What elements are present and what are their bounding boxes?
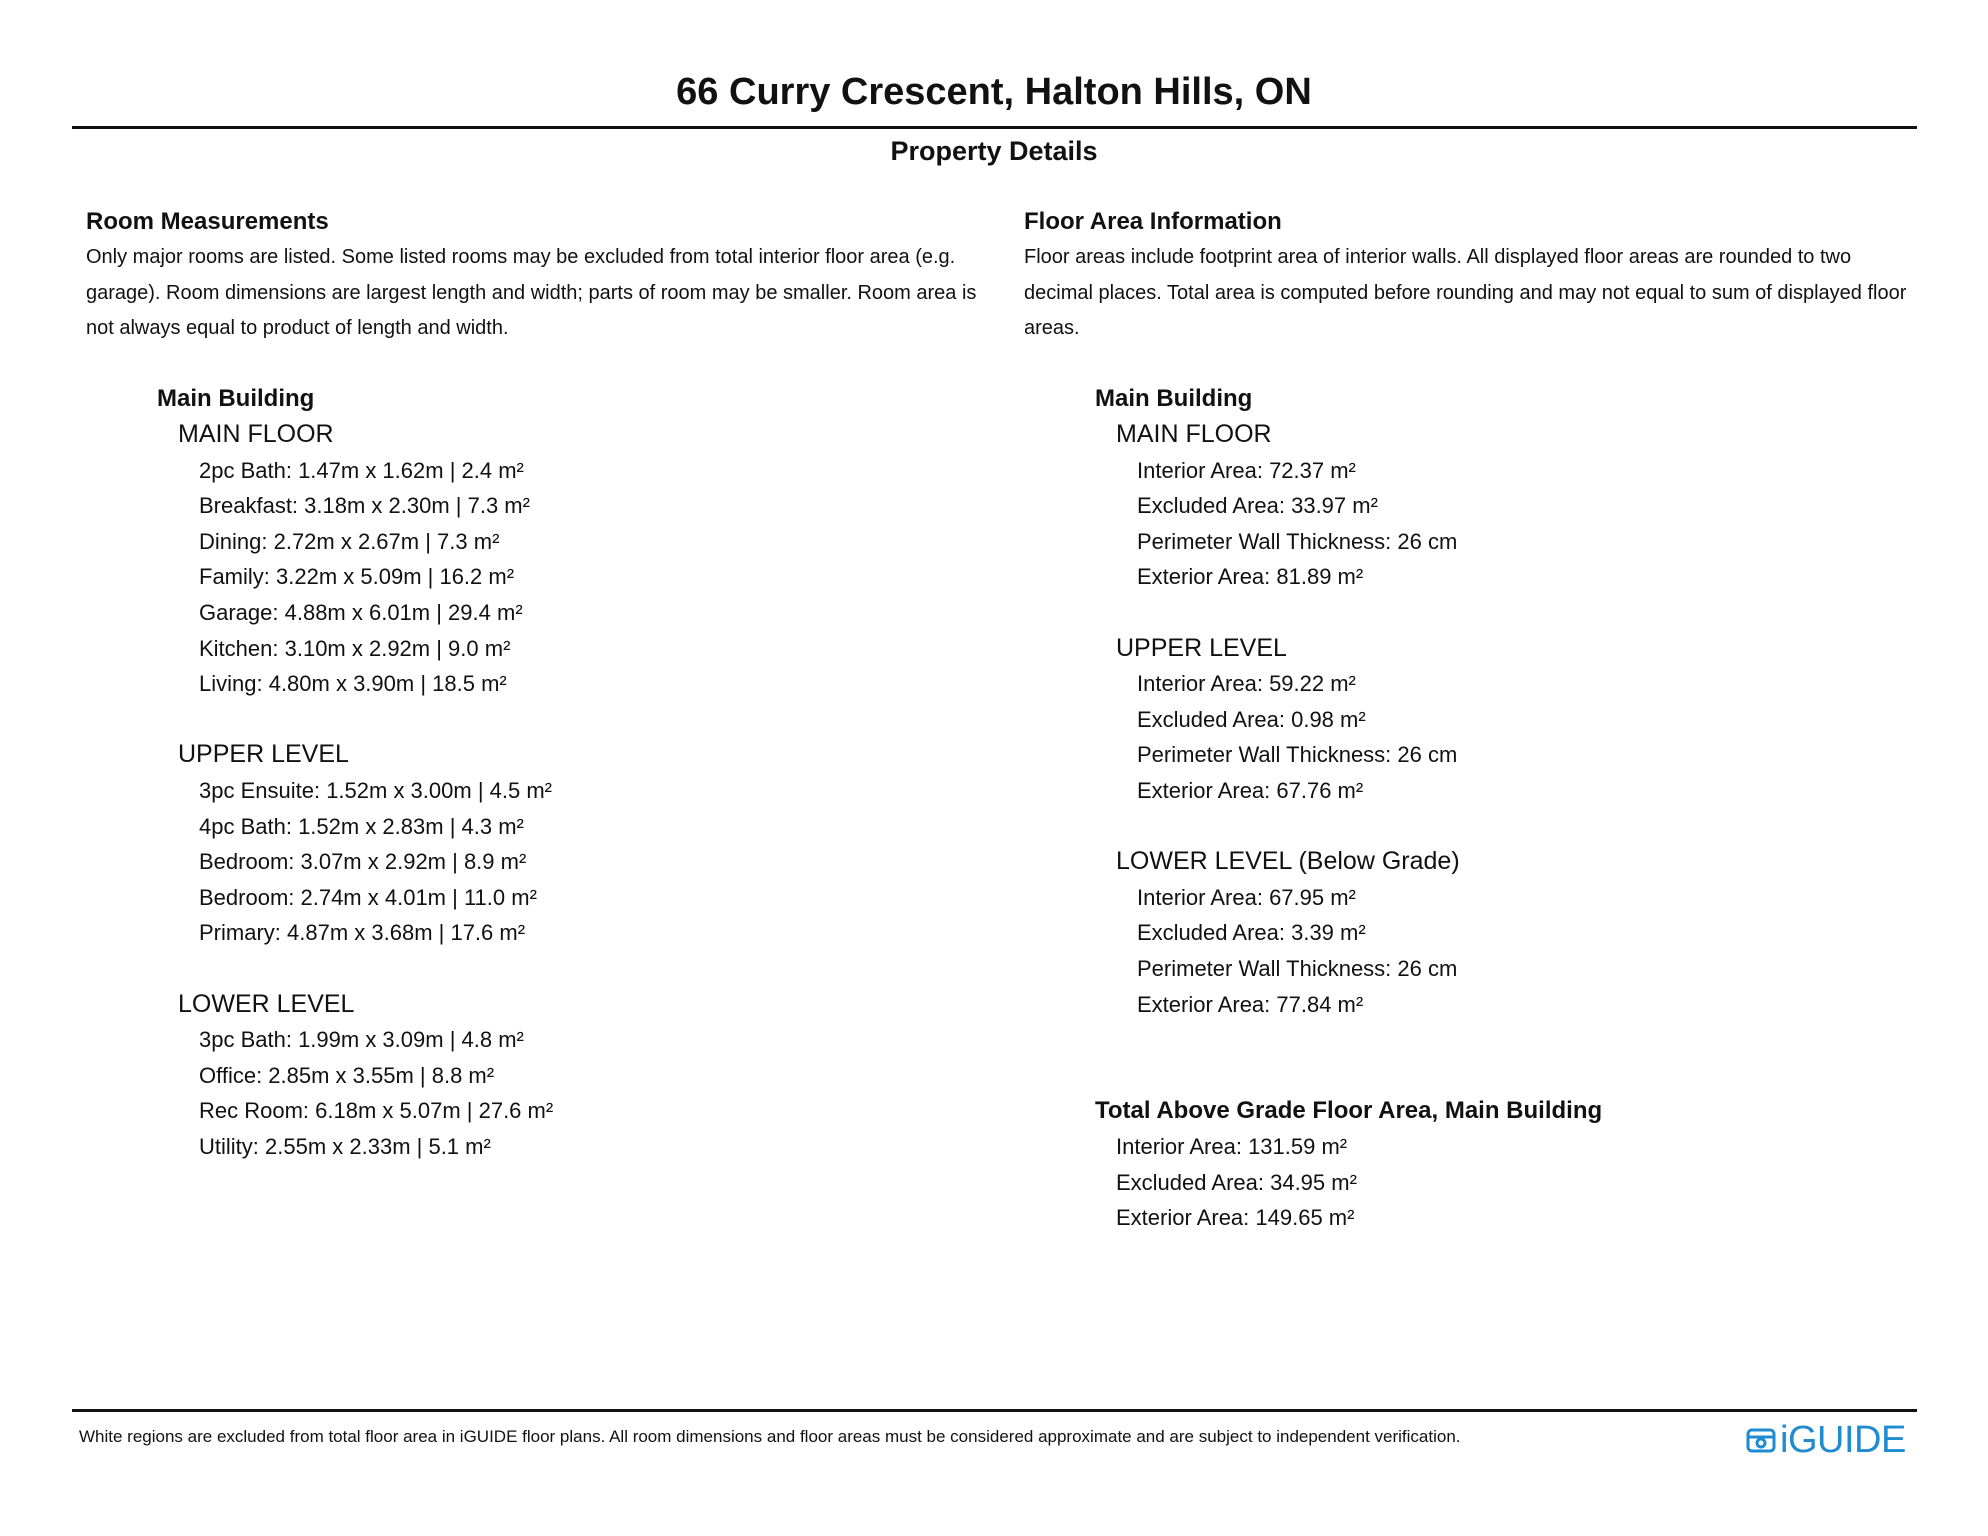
page-subtitle: Property Details [890,136,1098,166]
room-item: Primary: 4.87m x 3.68m | 17.6 m² [199,920,526,946]
room-item: Breakfast: 3.18m x 2.30m | 7.3 m² [199,493,530,519]
iguide-logo [1746,1420,1906,1460]
room-item: Garage: 4.88m x 6.01m | 29.4 m² [199,600,523,626]
room-item: Rec Room: 6.18m x 5.07m | 27.6 m² [199,1098,554,1124]
room-item: 3pc Ensuite: 1.52m x 3.00m | 4.5 m² [199,778,552,804]
area-item: Exterior Area: 77.84 m² [1137,991,1364,1017]
area-item: Interior Area: 59.22 m² [1137,671,1356,697]
room-measurements-description: Only major rooms are listed. Some listed rooms may be excluded from total interior floor area (e.g. garage). Room dimensions are largest length and width; parts of room may be smaller. Room area is not always equal to product of length and width. [86,246,977,340]
area-group-upper-level [1116,631,1924,809]
room-item: 4pc Bath: 1.52m x 2.83m | 4.3 m² [199,813,524,839]
total-item: Exterior Area: 149.65 m² [1116,1205,1355,1231]
level-group-upper-level [178,737,986,951]
building-title: Main Building [1095,385,1253,413]
area-item: Perimeter Wall Thickness: 26 cm [1137,956,1458,982]
area-item: Perimeter Wall Thickness: 26 cm [1137,528,1458,554]
room-item: 2pc Bath: 1.47m x 1.62m | 2.4 m² [199,457,524,483]
building-title: Main Building [157,385,315,413]
level-group-main-floor [178,417,986,702]
area-item: Perimeter Wall Thickness: 26 cm [1137,742,1458,768]
total-items [1095,1129,1924,1236]
area-item: Excluded Area: 3.39 m² [1137,920,1366,946]
room-item: Living: 4.80m x 3.90m | 18.5 m² [199,671,507,697]
level-name: UPPER LEVEL [1116,633,1287,662]
area-item: Exterior Area: 81.89 m² [1137,564,1364,590]
level-name: UPPER LEVEL [178,740,349,769]
page-title: 66 Curry Crescent, Halton Hills, ON [676,71,1312,113]
floor-area-description: Floor areas include footprint area of interior walls. All displayed floor areas are rounded to two decimal places. Total area is computed before rounding and may not equal to sum of displayed floor areas. [1024,246,1907,340]
room-item: Office: 2.85m x 3.55m | 8.8 m² [199,1062,495,1088]
room-measurements-building [157,381,986,1164]
level-group-lower-level [178,987,986,1165]
room-item: Kitchen: 3.10m x 2.92m | 9.0 m² [199,635,511,661]
area-item: Interior Area: 67.95 m² [1137,884,1356,910]
floor-area-heading: Floor Area Information [1024,208,1282,235]
room-item: Dining: 2.72m x 2.67m | 7.3 m² [199,528,500,554]
total-item: Excluded Area: 34.95 m² [1116,1169,1357,1195]
level-name: MAIN FLOOR [178,420,334,449]
room-item: Utility: 2.55m x 2.33m | 5.1 m² [199,1133,491,1159]
area-group-lower-level [1116,844,1924,1022]
level-name: LOWER LEVEL (Below Grade) [1116,847,1460,876]
room-item: 3pc Bath: 1.99m x 3.09m | 4.8 m² [199,1027,524,1053]
area-group-main-floor [1116,417,1924,595]
area-item: Excluded Area: 33.97 m² [1137,493,1378,519]
total-item: Interior Area: 131.59 m² [1116,1134,1348,1160]
room-measurements-heading: Room Measurements [86,208,329,235]
floor-area-building [1095,381,1924,1236]
floor-area-section [1024,204,1924,1236]
level-name: LOWER LEVEL [178,989,355,1018]
footer-note: White regions are excluded from total floor area in iGUIDE floor plans. All room dimensions and floor areas must be considered approximate and are subject to independent verification. [79,1427,1461,1446]
total-title: Total Above Grade Floor Area, Main Building [1095,1097,1603,1125]
camera-icon [1746,1425,1776,1455]
total-above-grade [1095,1093,1924,1236]
room-measurements-section [86,204,986,1165]
room-item: Bedroom: 2.74m x 4.01m | 11.0 m² [199,884,537,910]
footer-divider [72,1409,1917,1412]
area-item: Excluded Area: 0.98 m² [1137,706,1366,732]
room-item: Family: 3.22m x 5.09m | 16.2 m² [199,564,515,590]
area-item: Interior Area: 72.37 m² [1137,457,1356,483]
logo-text: iGUIDE [1780,1419,1906,1461]
header-divider [72,126,1917,129]
level-name: MAIN FLOOR [1116,420,1272,449]
room-item: Bedroom: 3.07m x 2.92m | 8.9 m² [199,849,527,875]
area-item: Exterior Area: 67.76 m² [1137,778,1364,804]
